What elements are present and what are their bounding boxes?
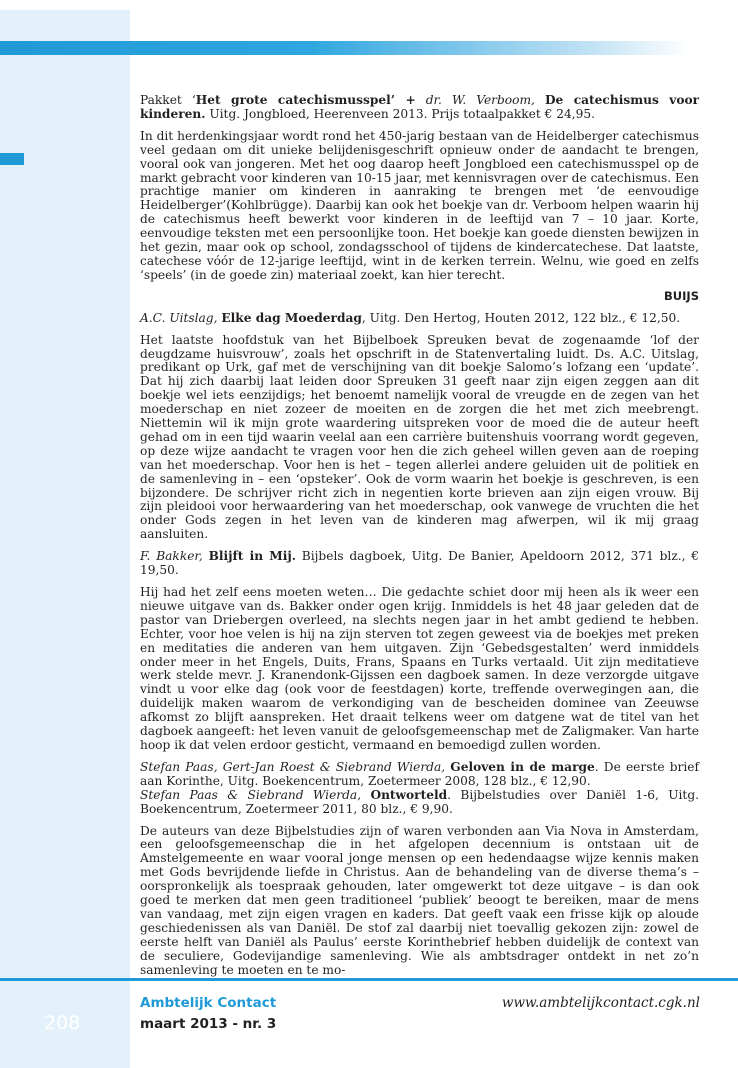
book-title: Het grote catechismusspel’ + xyxy=(195,93,416,107)
book-author: F. Bakker, xyxy=(140,549,203,564)
book-author: Stefan Paas & Siebrand Wierda, xyxy=(140,787,362,802)
footer-divider xyxy=(0,978,738,981)
book-title: Geloven in de marge xyxy=(450,759,595,774)
review-body: De auteurs van deze Bijbelstudies zijn of waren verbonden aan Via Nova in Amsterdam, een geloofsgemeenschap die in het afgelopen decennium is ontstaan uit de Amstelgemeente en waar vooral jonge mensen op een hedendaagse wijze kennis maken met Gods bevrijdende liefde in Christus. Aan de behandeling van de diverse thema’s – oorspronkelijk als toespraak gehouden, later omgewerkt tot deze uitgave – is dan ook goed te merken dat men geen traditioneel ‘publiek’ beoogt te bereiken, maar de mens van vandaag, met zijn eigen vragen en kaders. Dat geeft vaak een frisse kijk op aloude geschiedenissen als van Daniël. De stof zal daarbij niet toevallig gekozen zijn: zowel de eerste helft van Daniël als Paulus’ eerste Korinthebrief hebben duidelijk de context van de seculiere, Godevijandige samenleving. Wie als ambtsdrager ontdekt in net zo’n samenleving te moeten en te mo- xyxy=(140,823,699,977)
side-accent-tab xyxy=(0,153,24,165)
review-reference: Pakket ‘Het grote catechismusspel’ + dr. W. Verboom, De catechismus voor kinderen. Uitg. Jongbloed, Heerenveen 2013. Prijs totaalpakket € 24,95. xyxy=(140,93,700,121)
review-body: In dit herdenkingsjaar wordt rond het 450-jarig bestaan van de Heidelberger catechismus veel gedaan om dit unieke belijdenisgeschrift opnieuw onder de aandacht te brengen, vooral ook van jongeren. Met het oog daarop heeft Jongbloed een catechismusspel op de markt gebracht voor kinderen van 10-15 jaar, met kennisvragen over de catechismus. Een prachtige manier om kinderen in aanraking te brengen met ‘de eenvoudige Heidelberger’(Kohlbrügge). Daarbij kan ook het boekje van dr. Verboom helpen waarin hij de catechismus heeft bewerkt voor kinderen in de leeftijd van 7 – 10 jaar. Korte, eenvoudige teksten met een persoonlijke toon. Het boekje kan goede diensten bewijzen in het gezin, maar ook op school, zondagsschool of tijdens de kindercatechese. Dat laatste, catechese vóór de 12-jarige leeftijd, wint in de kerken terrein. Welnu, wie goed en zelfs ‘speels’ (in de goede zin) materiaal zoekt, kan hier terecht. xyxy=(140,128,699,282)
website-link[interactable]: www.ambtelijkcontact.cgk.nl xyxy=(501,995,700,1011)
review-reference: F. Bakker, Blijft in Mij. Bijbels dagboek, Uitg. De Banier, Apeldoorn 2012, 371 blz., € 19,50. xyxy=(140,549,700,578)
book-author: dr. W. Verboom, xyxy=(425,93,535,107)
review-reference: Stefan Paas, Gert-Jan Roest & Siebrand Wierda, Geloven in de marge. De eerste brief aan Korinthe, Uitg. Boekencentrum, Zoetermeer 2008, 128 blz., € 12,90. xyxy=(140,759,699,788)
review-body: Hij had het zelf eens moeten weten… Die gedachte schiet door mij heen als ik weer een nieuwe uitgave van ds. Bakker onder ogen krijg. Inmiddels is het 48 jaar geleden dat de pastor van Driebergen overleed, na slechts negen jaar in het ambt gediend te hebben. Echter, voor hoe velen is hij na zijn sterven tot zegen geweest via de boekjes met preken en meditaties die anderen van hem uitgaven. Zijn ‘Gebedsgestalten’ werd inmiddels onder meer in het Engels, Duits, Frans, Spaans en Turks vertaald. Uit zijn meditatieve werk stelde mevr. J. Kranendonk-Gijssen een dagboek samen. In deze verzorgde uitgave vindt u voor elke dag (ook voor de feestdagen) korte, treffende overwegingen aan, die duidelijk maken waarom de verkondiging van de bescheiden dominee van Zeeuwse afkomst zo blijft aanspreken. Het draait telkens weer om datgene wat de titel van het dagboek aangeeft: het leven vanuit de geloofsgemeenschap met de Zaligmaker. Van harte hoop ik dat velen erdoor gesticht, vermaand en bemoedigd zullen worden. xyxy=(140,585,699,752)
book-title: Elke dag Moederdag xyxy=(221,310,362,325)
book-author: Stefan Paas, Gert-Jan Roest & Siebrand Wierda, xyxy=(140,759,446,774)
book-title: Ontworteld xyxy=(370,787,448,802)
page-number: 208 xyxy=(44,1012,81,1034)
book-author: A.C. Uitslag, xyxy=(140,310,218,325)
magazine-title: Ambtelijk Contact xyxy=(140,995,277,1011)
review-reference: Stefan Paas & Siebrand Wierda, Ontworteld. Bijbelstudies over Daniël 1-6, Uitg. Boekencentrum, Zoetermeer 2011, 80 blz., € 9,90. xyxy=(140,787,699,816)
reviewer-signature: BUIJS xyxy=(664,288,699,303)
top-accent-bar xyxy=(0,41,690,55)
review-body: Het laatste hoofdstuk van het Bijbelboek Spreuken bevat de zogenaamde ‘lof der deugdzame huisvrouw’, zoals het opschrift in de Statenvertaling luidt. Ds. A.C. Uitslag, predikant op Urk, gaf met de verschijning van dit boekje Salomo’s lofzang een ‘update’. Dat hij zich daarbij laat leiden door Spreuken 31 geeft naar zijn eigen zeggen aan dit boekje wel iets eenzijdigs; het benoemt namelijk vooral de vreugde en de zegen van het moederschap en niet zozeer de moeiten en de zorgen die het met zich meebrengt. Niettemin wil ik mijn grote waardering uitspreken voor de moed die de auteur heeft gehad om in een tijd waarin veelal aan een carrière buitenshuis voorrang wordt gegeven, op deze wijze aandacht te vragen voor hen die zich geheel willen geven aan de roeping van het moederschap. Voor hen is het – tegen allerlei andere geluiden uit de politiek en de samenleving in – een ‘opsteker’. Ook de vorm waarin het boekje is geschreven, is een bijzondere. De schrijver richt zich in negentien korte brieven aan zijn eigen vrouw. Bij zijn pleidooi voor herwaardering van het moederschap, ook vanwege de vruchten die het onder Gods zegen in het leven van de kinderen mag afwerpen, wil ik mij graag aansluiten. xyxy=(140,332,699,542)
book-title: De catechismus voor kinderen. xyxy=(140,93,700,121)
issue-label: maart 2013 - nr. 3 xyxy=(140,1016,277,1032)
side-panel xyxy=(0,10,130,1068)
article-content xyxy=(140,94,699,977)
review-reference: A.C. Uitslag, Elke dag Moederdag, Uitg. Den Hertog, Houten 2012, 122 blz., € 12,50. xyxy=(140,310,681,325)
book-title: Blijft in Mij. xyxy=(208,549,296,564)
